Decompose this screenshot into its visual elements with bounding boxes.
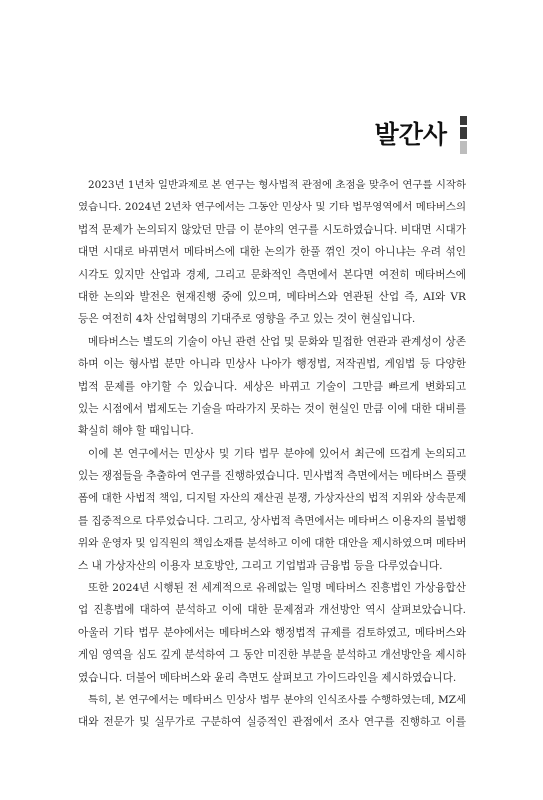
text-line: 이에 본 연구에서는 민상사 및 기타 법무 분야에 있어서 최근에 뜨겁게 논의되고 xyxy=(88,447,466,460)
text-line: 를 집중적으로 다루었습니다. 그리고, 상사법적 측면에서는 메타버스 이용자의 불법행 xyxy=(78,514,466,527)
ornament-bar-bottom xyxy=(460,141,467,154)
heading-block xyxy=(375,116,467,154)
text-line: 시각도 있지만 산업과 경제, 그리고 문화적인 측면에서 본다면 여전히 메타버스에 xyxy=(78,268,466,281)
text-line: 법적 문제를 야기할 수 있습니다. 세상은 바뀌고 기술이 그만큼 빠르게 변화되고 xyxy=(78,380,466,393)
text-line: 있는 시점에서 법제도는 기술을 따라가지 못하는 것이 현실인 만큼 이에 대한 대비를 xyxy=(78,402,466,415)
text-line: 있는 쟁점들을 추출하여 연구를 진행하였습니다. 민사법적 측면에서는 메타버스 플랫 xyxy=(78,470,466,483)
text-line: 등은 여전히 4차 산업혁명의 기대주로 영향을 주고 있는 것이 현실입니다. xyxy=(78,313,416,326)
ornament-bar-top xyxy=(460,116,467,125)
text-line: 특히, 본 연구에서는 메타버스 민상사 법무 분야의 인식조사를 수행하였는데, MZ세 xyxy=(88,693,466,706)
ornament-bar-middle xyxy=(460,127,467,139)
body-text xyxy=(78,174,466,734)
page-title: 발간사 xyxy=(374,120,447,149)
text-line: 확실히 해야 할 때입니다. xyxy=(78,425,194,438)
text-line: 스 내 가상자산의 이용자 보호방안, 그리고 기업법과 금융법 등을 다루었습니다. xyxy=(78,559,443,572)
text-line: 였습니다. 더불어 메타버스와 윤리 측면도 살펴보고 가이드라인을 제시하였습니다. xyxy=(78,671,457,684)
text-line: 업 진흥법에 대하여 분석하고 이에 대한 문제점과 개선방안 역시 살펴보았습니다. xyxy=(78,604,466,617)
title-bar-ornament xyxy=(460,116,467,154)
text-line: 하며 이는 형사법 분만 아니라 민상사 나아가 행정법, 저작권법, 게임법 등 다양한 xyxy=(78,358,466,371)
text-line: 2023년 1년차 일반과제로 본 연구는 형사법적 관점에 초점을 맞추어 연구를 시작하 xyxy=(88,179,466,191)
text-line: 대와 전문가 및 실무가로 구분하여 실증적인 관점에서 조사 연구를 진행하고 이를 xyxy=(78,716,466,729)
text-line: 였습니다. 2024년 2년차 연구에서는 그동안 민상사 및 기타 법무영역에서 메타버스의 xyxy=(78,201,466,214)
text-line: 또한 2024년 시행된 전 세계적으로 유례없는 일명 메타버스 진흥법인 가상융합산 xyxy=(88,582,466,595)
text-line: 게임 영역을 심도 깊게 분석하여 그 동안 미진한 부분을 분석하고 개선방안을 제시하 xyxy=(78,649,466,662)
text-line: 메타버스는 별도의 기술이 아닌 관련 산업 및 문화와 밀접한 연관과 관계성이 상존 xyxy=(88,335,466,348)
text-line: 대면 시대로 바뀌면서 메타버스에 대한 논의가 한풀 꺾인 것이 아니냐는 우려 섞인 xyxy=(78,246,466,259)
text-line: 법적 문제가 논의되지 않았던 만큼 이 분야의 연구를 시도하였습니다. 비대면 시대가 xyxy=(78,223,466,236)
text-line: 폼에 대한 사법적 책임, 디지털 자산의 재산권 분쟁, 가상자산의 법적 지위와 상속문제 xyxy=(78,492,466,505)
text-line: 대한 논의와 발전은 현재진행 중에 있으며, 메타버스와 연관된 산업 즉, AI와 VR xyxy=(78,290,466,303)
text-line: 위와 운영자 및 임직원의 책임소재를 분석하고 이에 대한 대안을 제시하였으며 메타버 xyxy=(78,537,466,550)
text-line: 아울러 기타 법무 분야에서는 메타버스와 행정법적 규제를 검토하였고, 메타버스와 xyxy=(78,626,466,639)
